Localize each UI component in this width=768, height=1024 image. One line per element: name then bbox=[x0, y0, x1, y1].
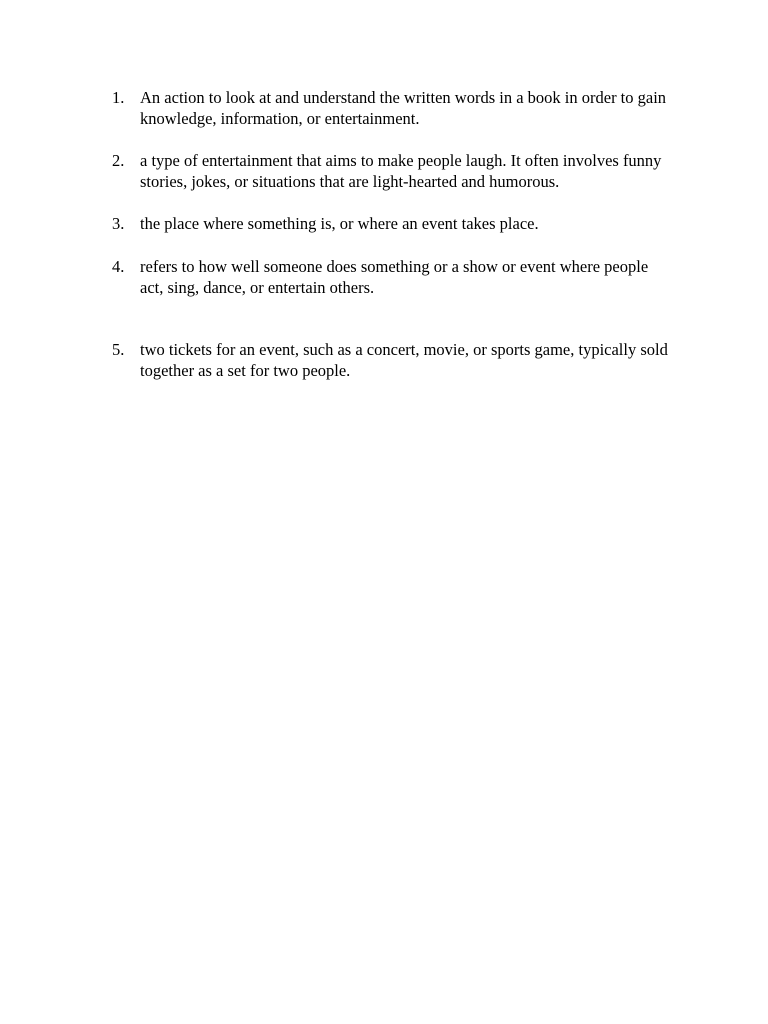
list-item-text: the place where something is, or where an event takes place. bbox=[140, 214, 539, 233]
list-item bbox=[112, 256, 672, 298]
list-item-number: 3. bbox=[112, 214, 125, 233]
list-item-text: refers to how well someone does something or a show or event where people act, sing, dance, or entertain others. bbox=[140, 257, 649, 297]
list-item-text: two tickets for an event, such as a concert, movie, or sports game, typically sold together as a set for two people. bbox=[140, 340, 668, 380]
list-item bbox=[112, 150, 672, 192]
list-item-number: 4. bbox=[112, 257, 125, 276]
list-item bbox=[112, 213, 672, 234]
list-item-number: 1. bbox=[112, 88, 125, 107]
list-item-text: a type of entertainment that aims to make people laugh. It often involves funny stories, jokes, or situations that are light-hearted and humorous. bbox=[140, 151, 662, 191]
list-item-number: 2. bbox=[112, 151, 125, 170]
list-item bbox=[112, 339, 672, 381]
list-item-text: An action to look at and understand the written words in a book in order to gain knowledge, information, or entertainment. bbox=[140, 88, 667, 128]
list-item-number: 5. bbox=[112, 340, 125, 359]
list-item bbox=[112, 87, 672, 129]
